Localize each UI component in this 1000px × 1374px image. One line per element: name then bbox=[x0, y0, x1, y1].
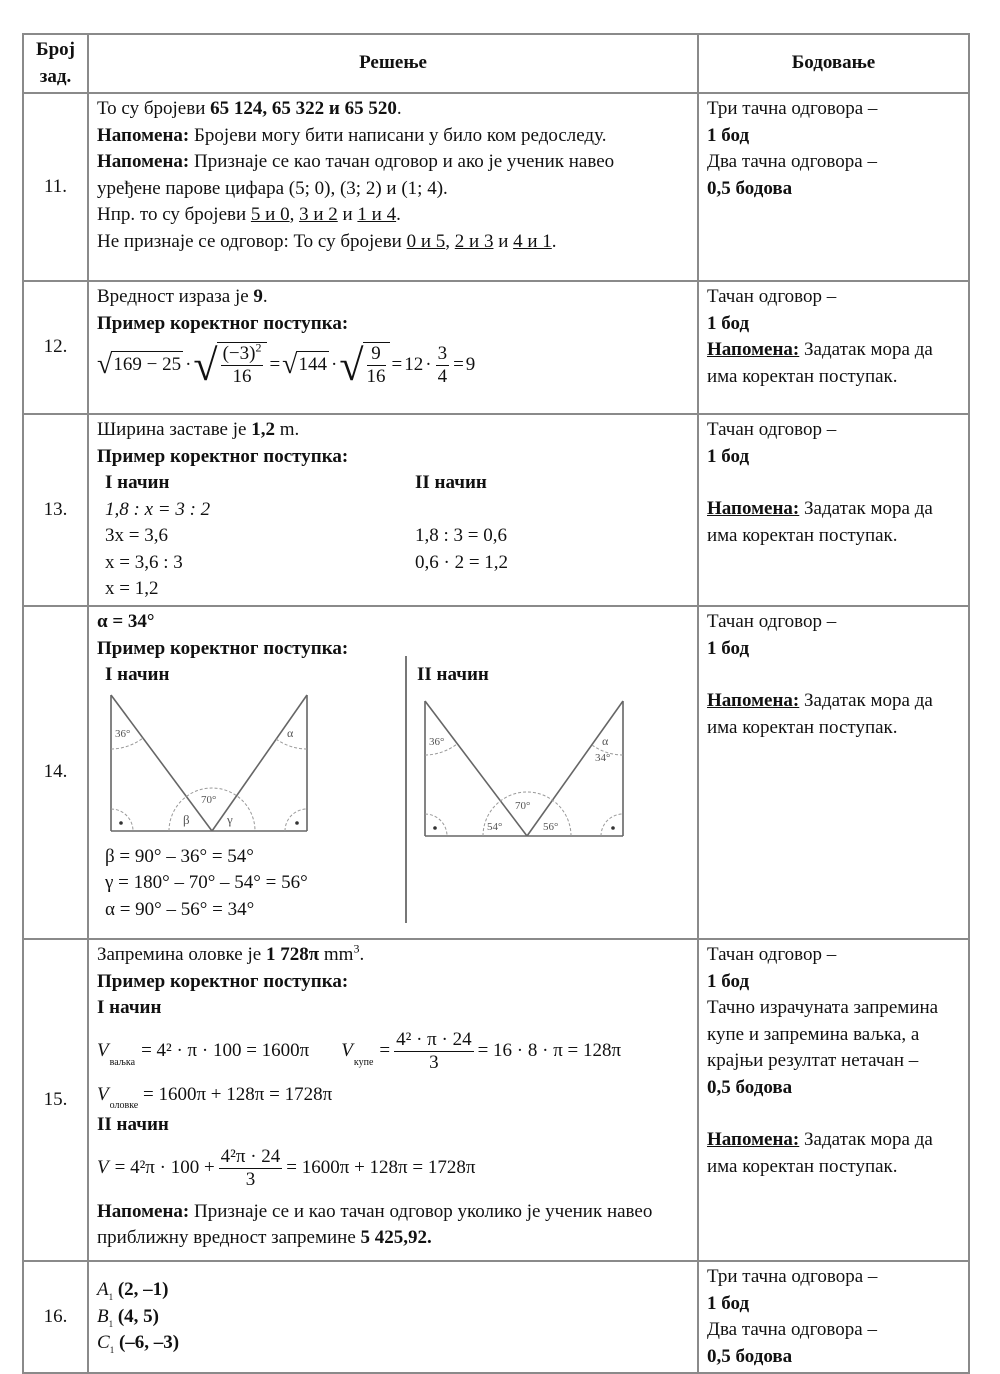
angle-label: β bbox=[183, 811, 190, 827]
answer-line: Ширина заставе је 1,2 m. bbox=[97, 419, 300, 440]
scoring-points: 1 бод bbox=[707, 1292, 750, 1314]
table-row bbox=[23, 93, 969, 281]
angle-label: α bbox=[602, 733, 609, 748]
table-row bbox=[23, 1261, 969, 1373]
note: Напомена: Бројеви могу бити написани у било ком редоследу. bbox=[97, 124, 607, 146]
scoring-points: 1 бод bbox=[707, 970, 750, 992]
method-1-label: I начин bbox=[105, 472, 170, 493]
scoring-points: 1 бод bbox=[707, 637, 750, 659]
task-number: 11. bbox=[23, 93, 88, 281]
math-step: β = 90° – 36° = 54° bbox=[105, 845, 254, 867]
math-step: γ = 180° – 70° – 54° = 56° bbox=[105, 872, 308, 893]
angle-label: 54° bbox=[487, 820, 503, 833]
scoring-cell bbox=[698, 1261, 969, 1373]
equation: √ 169 − 25 · √ $\frac{(-3)^2}{16}$ = √ 144 · √ $\frac{9}{16}$ = 12 · $\frac{3}{4}$ = 9 bbox=[97, 340, 476, 390]
note: Напомена: Признаје се и као тачан одговор уколико је ученик навео приближну вредност запремине 5 425,92. bbox=[97, 1200, 653, 1248]
scoring-cell bbox=[698, 939, 969, 1261]
point: $B_1$ (4, 5) bbox=[97, 1305, 160, 1329]
solution-cell bbox=[88, 606, 698, 939]
answer-line: То су бројеви 65 124, 65 322 и 65 520. bbox=[97, 98, 402, 119]
point: $C_1$ (–6, –3) bbox=[97, 1332, 180, 1356]
scoring-cell bbox=[698, 281, 969, 414]
methods bbox=[97, 470, 689, 603]
math-step: 3x = 3,6 bbox=[105, 525, 168, 546]
scoring-line: Три тачна одговора – bbox=[707, 1266, 878, 1287]
answer-line: Запремина оловке је 1 728π $mm^3$. bbox=[97, 941, 365, 965]
scoring-note: Напомена: Задатак мора да има коректан поступак. bbox=[707, 1129, 933, 1177]
example-label: Пример коректног поступка: bbox=[97, 445, 349, 467]
method-2-label: II начин bbox=[417, 664, 489, 685]
header-task-number: Број зад. bbox=[23, 34, 88, 93]
task-number: 13. bbox=[23, 414, 88, 606]
math-step: 0,6 · 2 = 1,2 bbox=[415, 551, 509, 573]
angle-label: 56° bbox=[543, 820, 559, 833]
solution-cell bbox=[88, 939, 698, 1261]
v-kupe-symbol: V купе bbox=[341, 1040, 374, 1068]
table-row bbox=[23, 939, 969, 1261]
v-olovke-subscript: оловке bbox=[109, 1100, 139, 1111]
scoring-points: 1 бод bbox=[707, 445, 750, 467]
equation: V = 4²π · 100 + $\frac{\text{4²π · 24}}{3}$ = 1600π + 128π = 1728π bbox=[97, 1146, 476, 1190]
example-label: Пример коректног поступка: bbox=[97, 970, 349, 992]
scoring-line: Тачно израчуната запремина купе и запремина ваљка, а крајњи резултат нетачан – bbox=[707, 997, 939, 1071]
scoring-line: Два тачна одговора – bbox=[707, 1319, 877, 1340]
scoring-cell bbox=[698, 93, 969, 281]
method-2-label: II начин bbox=[415, 472, 487, 493]
scoring-cell bbox=[698, 606, 969, 939]
scoring-table bbox=[22, 33, 970, 1374]
scoring-points: 0,5 бодова bbox=[707, 1076, 793, 1098]
angle-label: γ bbox=[227, 811, 233, 827]
math-step: x = 3,6 : 3 bbox=[105, 551, 183, 573]
math-step: 1,8 : x = 3 : 2 bbox=[105, 498, 211, 520]
scoring-note: Напомена: Задатак мора да има коректан поступак. bbox=[707, 690, 933, 738]
example-line: Нпр. то су бројеви 5 и 0, 3 и 2 и 1 и 4. bbox=[97, 204, 401, 225]
scoring-line: Тачан одговор – bbox=[707, 611, 837, 632]
math-step: α = 90° – 56° = 34° bbox=[105, 898, 255, 920]
scoring-line: Тачан одговор – bbox=[707, 419, 837, 440]
answer-line: α = 34° bbox=[97, 611, 155, 632]
angle-label: 34° bbox=[595, 751, 611, 764]
method-1-label: I начин bbox=[97, 997, 162, 1018]
task-number: 12. bbox=[23, 281, 88, 414]
method-1-label: I начин bbox=[105, 664, 170, 685]
example-label: Пример коректног поступка: bbox=[97, 637, 349, 659]
v-valjka-symbol: V ваљка bbox=[97, 1040, 136, 1068]
angle-label: α bbox=[287, 725, 294, 740]
scoring-note: Напомена: Задатак мора да има коректан поступак. bbox=[707, 498, 933, 546]
solution-cell bbox=[88, 281, 698, 414]
note: Напомена: Признаје се као тачан одговор и ако је ученик навео уређене парове цифара (5; 0), (3; 2) и (1; 4). bbox=[97, 151, 615, 199]
angle-label: 70° bbox=[515, 799, 531, 812]
task-number: 16. bbox=[23, 1261, 88, 1373]
scoring-note: Напомена: Задатак мора да има коректан поступак. bbox=[707, 339, 933, 387]
angle-label: 36° bbox=[429, 735, 445, 748]
angle-figure-2 bbox=[417, 691, 627, 841]
equation: V оловке = 1600π + 128π = 1728π bbox=[97, 1083, 333, 1111]
v-kupe-subscript: купе bbox=[353, 1056, 374, 1068]
reject-line: Не признаје се одговор: То су бројеви 0 и 5, 2 и 3 и 4 и 1. bbox=[97, 230, 557, 252]
scoring-line: Тачан одговор – bbox=[707, 286, 837, 307]
task-number: 14. bbox=[23, 606, 88, 939]
answer-line: Вредност израза је 9. bbox=[97, 286, 268, 307]
solution-cell bbox=[88, 414, 698, 606]
method-2-label: II начин bbox=[97, 1114, 169, 1135]
scoring-points: 1 бод bbox=[707, 312, 750, 334]
scoring-points: 0,5 бодова bbox=[707, 177, 793, 199]
table-row bbox=[23, 414, 969, 606]
point: $A_1$ (2, –1) bbox=[97, 1279, 169, 1303]
solution-cell bbox=[88, 93, 698, 281]
math-step: 1,8 : 3 = 0,6 bbox=[415, 525, 507, 546]
scoring-line: Тачан одговор – bbox=[707, 944, 837, 965]
equation: V ваљка = 4² · π · 100 = 1600π V купе = $\frac{\text{4² · π · 24}}{3}$ = 16 · 8 · π = 128π bbox=[97, 1029, 622, 1073]
scoring-points: 0,5 бодова bbox=[707, 1345, 793, 1367]
header-scoring: Бодовање bbox=[698, 34, 969, 93]
v-valjka-subscript: ваљка bbox=[109, 1056, 136, 1068]
solution-cell bbox=[88, 1261, 698, 1373]
table-row bbox=[23, 281, 969, 414]
angle-label: 36° bbox=[115, 727, 131, 740]
example-label: Пример коректног поступка: bbox=[97, 312, 349, 334]
angle-figure-1 bbox=[105, 691, 315, 836]
scoring-cell bbox=[698, 414, 969, 606]
table-header-row bbox=[23, 34, 969, 93]
angle-label: 70° bbox=[201, 793, 217, 806]
table-row bbox=[23, 606, 969, 939]
task-number: 15. bbox=[23, 939, 88, 1261]
scoring-line: Три тачна одговора – bbox=[707, 98, 878, 119]
scoring-line: Два тачна одговора – bbox=[707, 151, 877, 172]
math-step: x = 1,2 bbox=[105, 578, 159, 599]
header-solution: Решење bbox=[88, 34, 698, 93]
scoring-points: 1 бод bbox=[707, 124, 750, 146]
